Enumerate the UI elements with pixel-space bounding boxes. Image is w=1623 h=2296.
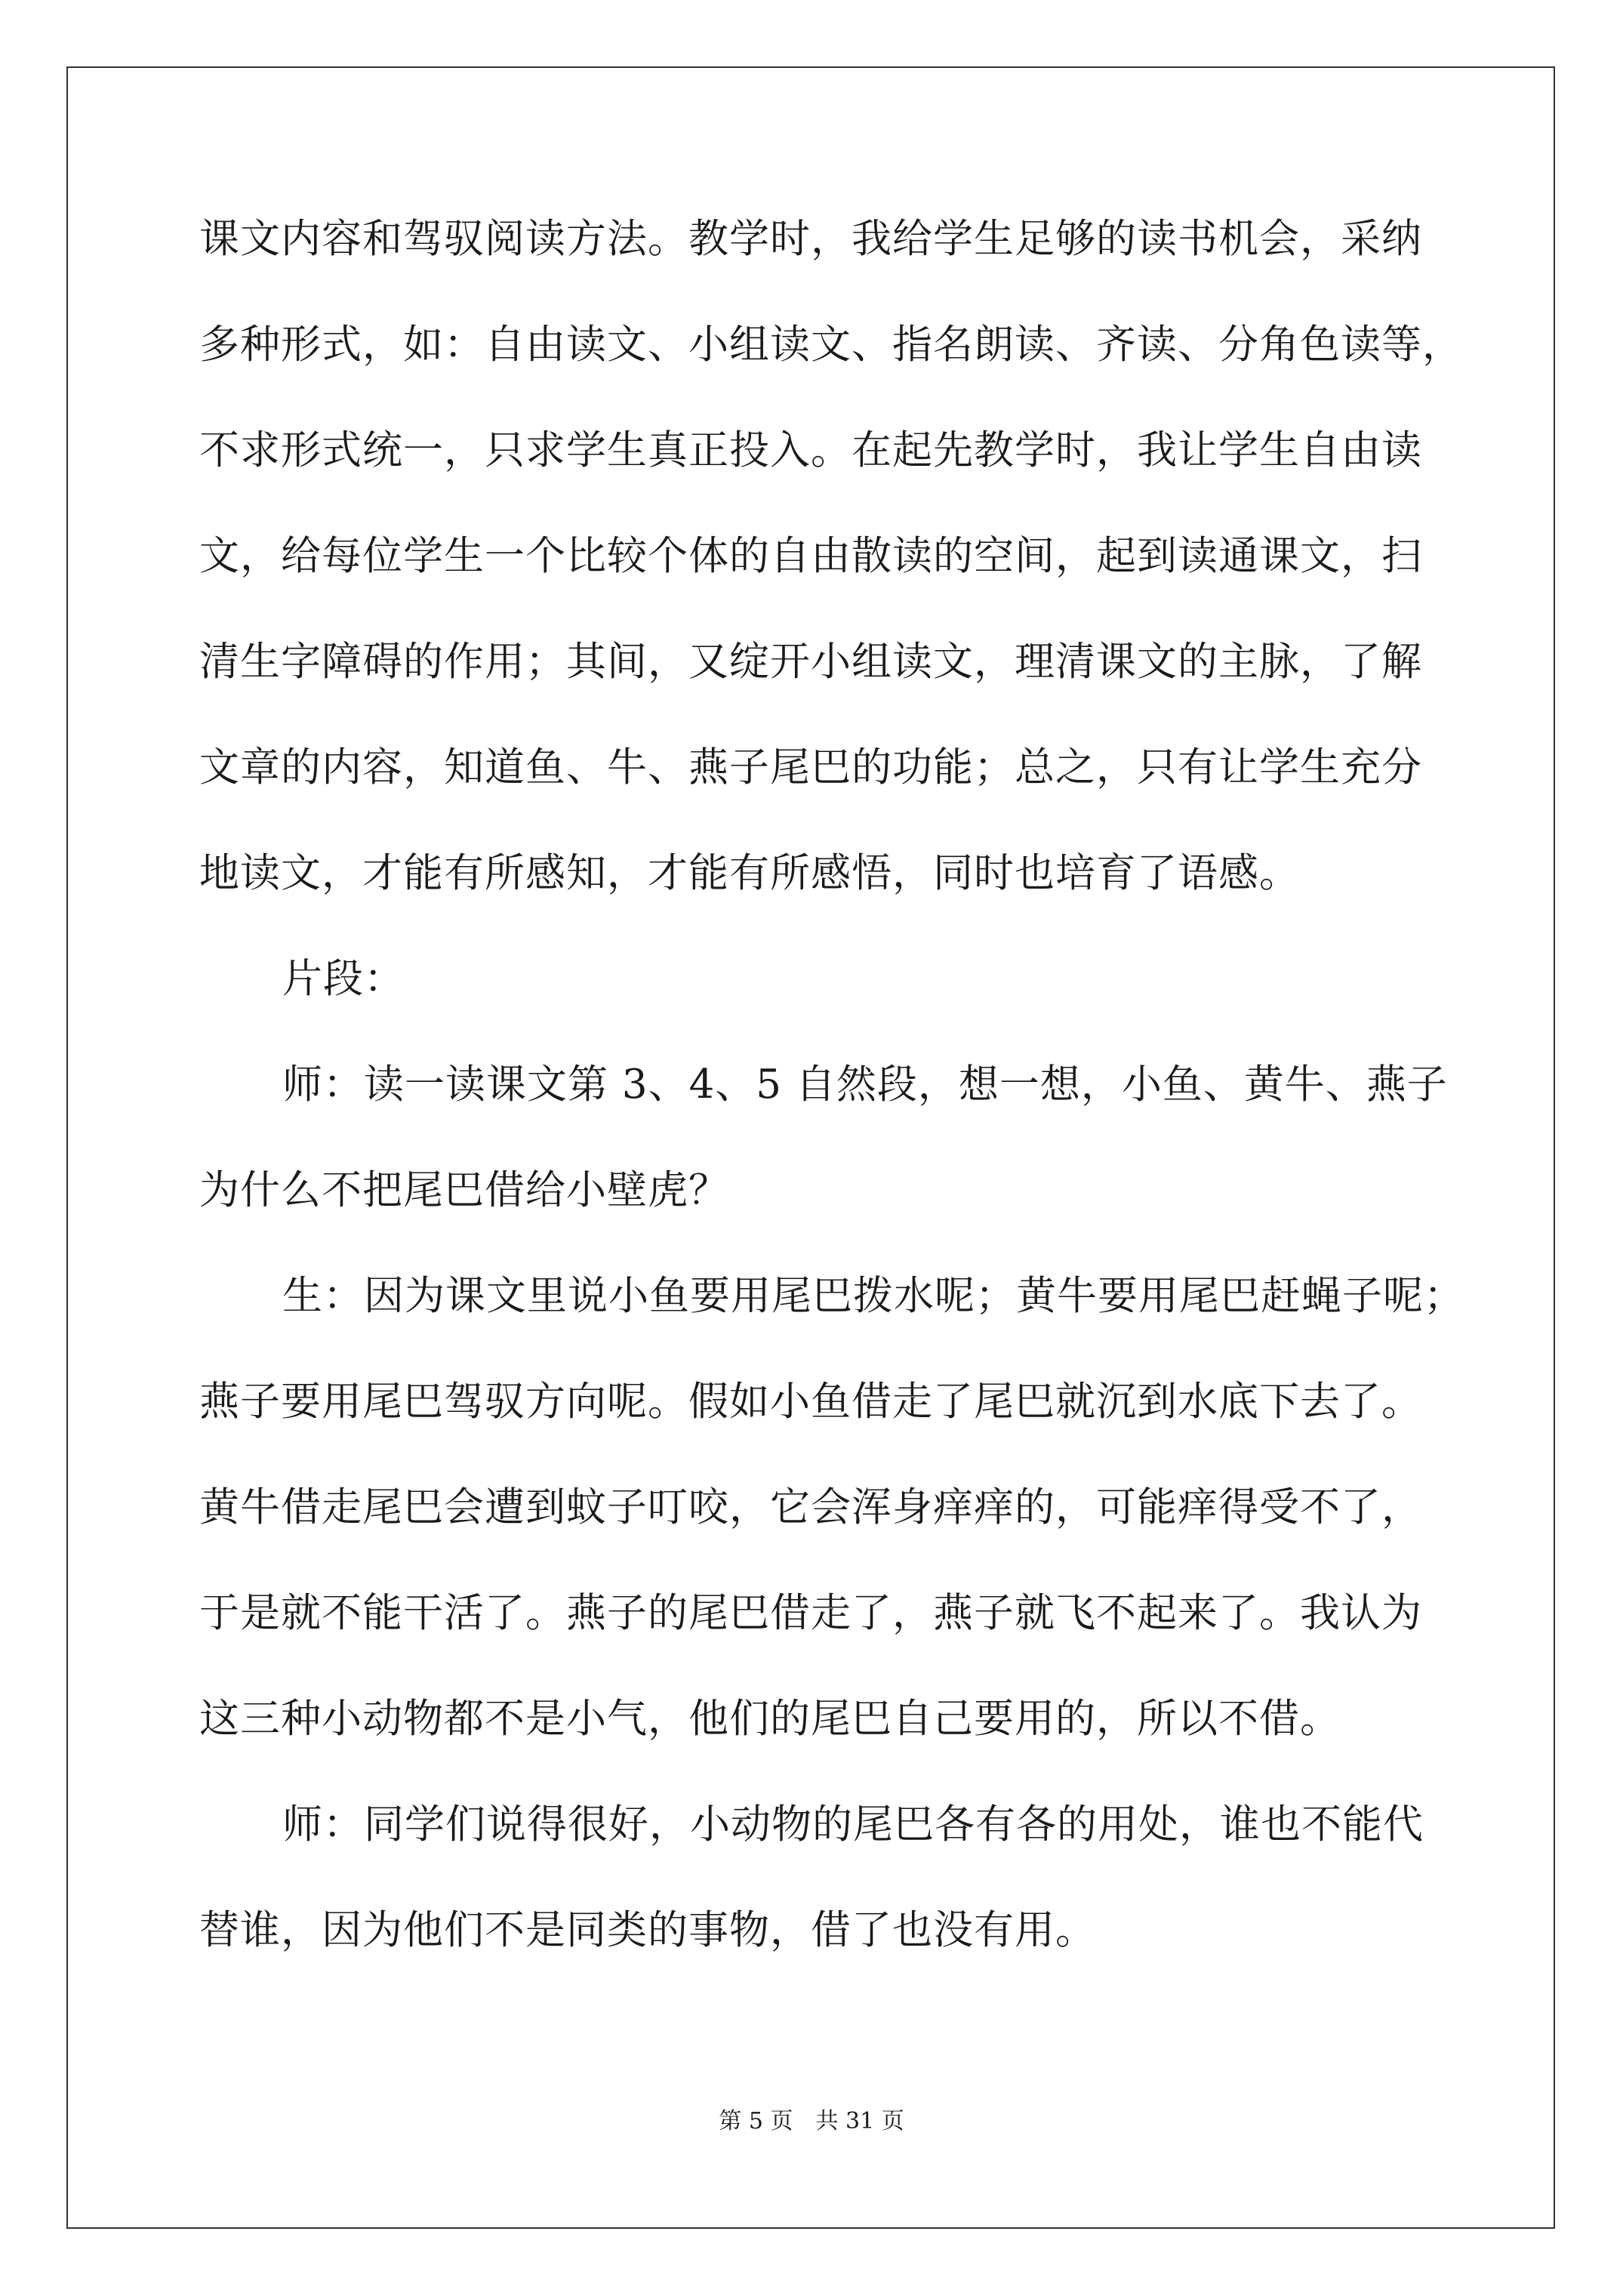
text-line: 生：因为课文里说小鱼要用尾巴拨水呢；黄牛要用尾巴赶蝇子呢； — [282, 1273, 1464, 1319]
text-line: 黄牛借走尾巴会遭到蚊子叮咬，它会浑身痒痒的，可能痒得受不了， — [199, 1484, 1422, 1530]
text-line: 师：同学们说得很好，小动物的尾巴各有各的用处，谁也不能代 — [282, 1801, 1424, 1848]
page-footer: 第 5 页 共 31 页 — [719, 2108, 904, 2134]
text-line: 地读文，才能有所感知，才能有所感悟，同时也培育了语感。 — [199, 850, 1300, 896]
text-line: 不求形式统一，只求学生真正投入。在起先教学时，我让学生自由读 — [199, 427, 1422, 473]
text-line: 多种形式，如：自由读文、小组读文、指名朗读、齐读、分角色读等， — [199, 322, 1463, 368]
text-line: 课文内容和驾驭阅读方法。教学时，我给学生足够的读书机会，采纳 — [199, 216, 1422, 262]
section-heading: 片段： — [282, 956, 405, 1002]
text-line: 替谁，因为他们不是同类的事物，借了也没有用。 — [199, 1907, 1096, 1953]
text-line: 这三种小动物都不是小气，他们的尾巴自己要用的，所以不借。 — [199, 1696, 1341, 1742]
text-line: 文，给每位学生一个比较个体的自由散读的空间，起到读通课文，扫 — [199, 533, 1422, 579]
text-line: 师：读一读课文第 3、4、5 自然段，想一想，小鱼、黄牛、燕子 — [282, 1062, 1448, 1108]
text-line: 清生字障碍的作用；其间，又绽开小组读文，理清课文的主脉，了解 — [199, 639, 1422, 685]
text-line: 为什么不把尾巴借给小壁虎？ — [199, 1167, 729, 1213]
text-line: 于是就不能干活了。燕子的尾巴借走了，燕子就飞不起来了。我认为 — [199, 1590, 1422, 1636]
text-line: 文章的内容，知道鱼、牛、燕子尾巴的功能；总之，只有让学生充分 — [199, 744, 1422, 791]
text-line: 燕子要用尾巴驾驭方向呢。假如小鱼借走了尾巴就沉到水底下去了。 — [199, 1379, 1422, 1425]
